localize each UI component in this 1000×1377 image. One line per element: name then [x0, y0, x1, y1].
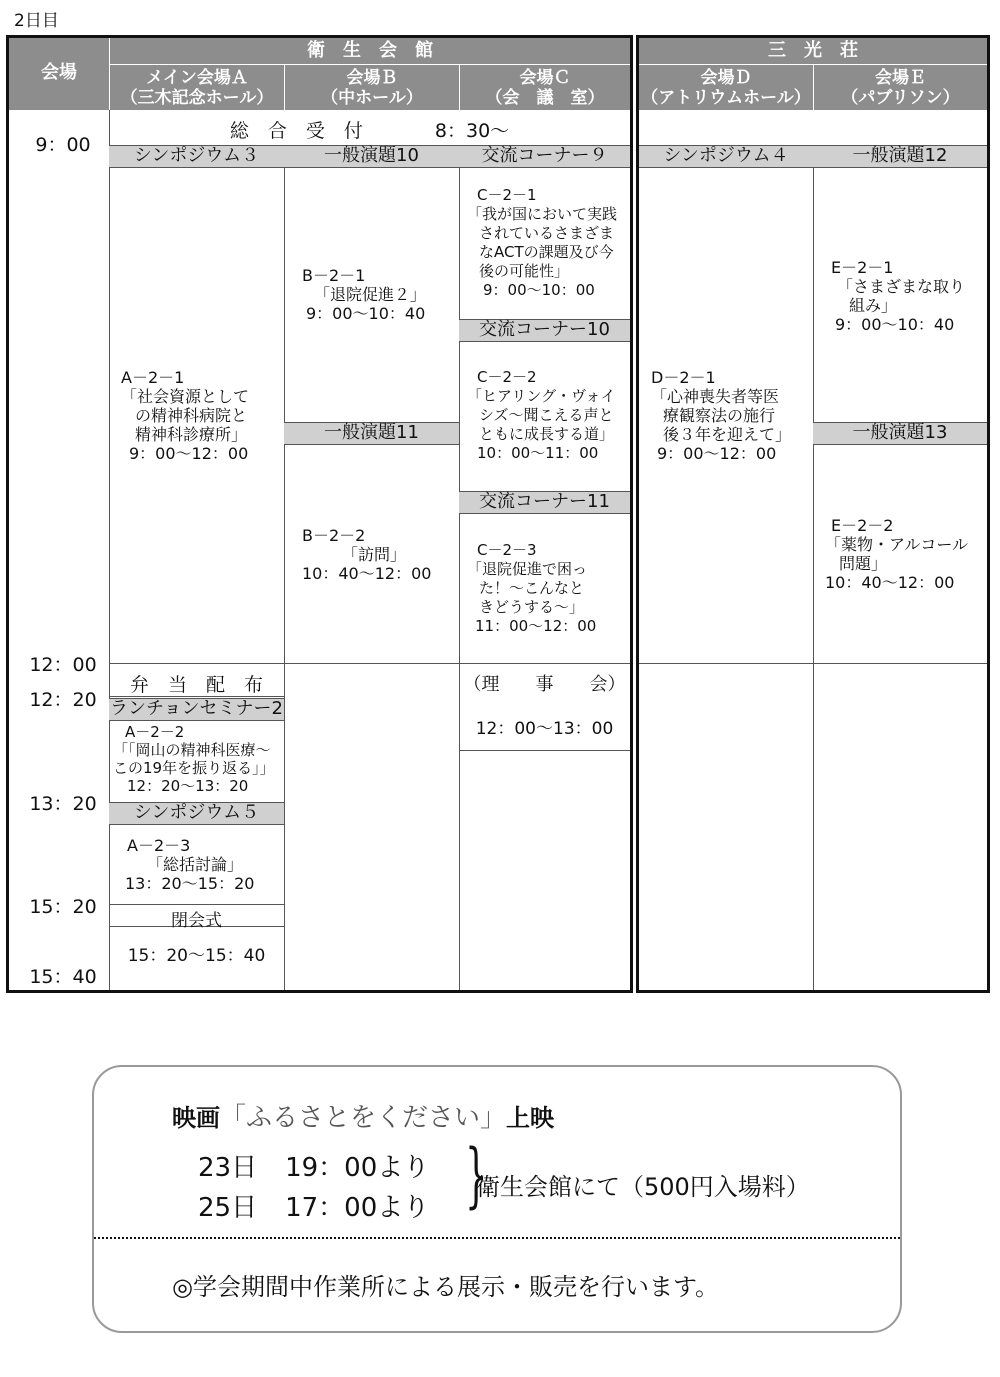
- room-b-band-general10: 一般演題10: [284, 145, 459, 168]
- room-a-closing: 閉会式: [171, 911, 222, 931]
- header-venue-label: 会場: [41, 62, 77, 83]
- room-c-band-exchange9: 交流コーナー９: [459, 145, 630, 168]
- room-a-closing-time: 15：20～15：40: [127, 946, 266, 966]
- registration-time: 8：30～: [434, 120, 510, 142]
- notice-divider: [94, 1237, 900, 1239]
- room-b-session-2: B－2－2 「訪問」 10：40～12：00: [302, 526, 432, 583]
- notice-box: [92, 1065, 902, 1333]
- day-label: 2日目: [14, 11, 59, 31]
- room-c-session-3: C－2－3 「退院促進で困っ た！～こんなと きどうする～」 11：00～12：00: [467, 541, 597, 635]
- header-room-e: 会場Ｅ （パブリソン）: [813, 65, 987, 110]
- screening-2: 25日 17：00より: [198, 1193, 430, 1223]
- exhibit-notice: ◎学会期間中作業所による展示・販売を行います。: [172, 1273, 720, 1301]
- room-e-band-general12: 一般演題12: [813, 145, 987, 168]
- header-room-c: 会場Ｃ （会 議 室）: [459, 65, 630, 110]
- header-building-sankoso: 三 光 荘: [639, 38, 987, 65]
- room-c-band-exchange10: 交流コーナー10: [459, 319, 630, 342]
- time-label-0900: 9：00: [35, 134, 91, 156]
- time-label-1520: 15：20: [29, 896, 97, 918]
- header-venue-cell: [9, 38, 109, 110]
- movie-title: 「ふるさとをください」: [220, 1103, 507, 1133]
- movie-suffix: 上映: [506, 1104, 555, 1132]
- screening-location: 衛生会館にて（500円入場料）: [476, 1173, 810, 1201]
- room-a-session-2: A－2－2 「「岡山の精神科医療～ この19年を振り返る」」 12：20～13：20: [113, 723, 275, 795]
- time-label-1540: 15：40: [29, 966, 97, 988]
- registration-label: 総 合 受 付: [229, 120, 363, 142]
- room-e-session-1: E－2－1 「さまざまな取り 組み」 9：00～10：40: [831, 258, 966, 334]
- screening-brace: }: [465, 1134, 488, 1216]
- room-a-band-symposium3: シンポジウム３: [109, 145, 284, 168]
- schedule-frame-sankoso: [636, 35, 990, 993]
- room-c-band-exchange11: 交流コーナー11: [459, 491, 630, 514]
- room-e-session-2: E－2－2 「薬物・アルコール 問題」 10：40～12：00: [825, 516, 969, 592]
- room-e-band-general13: 一般演題13: [813, 422, 987, 445]
- room-a-session-1: A－2－1 「社会資源として の精神科病院と 精神科診療所」 9：00～12：00: [121, 368, 250, 463]
- room-c-session-2: C－2－2 「ヒアリング・ヴォイ シズ～聞こえる声と ともに成長する道」 10：00～11：00: [467, 368, 616, 462]
- header-room-a: メイン会場Ａ （三木記念ホール）: [109, 65, 284, 110]
- schedule-frame-eisei: [6, 35, 633, 993]
- header-room-b: 会場Ｂ （中ホール）: [284, 65, 459, 110]
- room-a-session-3: A－2－3 「総括討論」 13：20～15：20: [125, 836, 255, 893]
- time-label-1200: 12：00: [29, 654, 97, 676]
- movie-line: [172, 1097, 554, 1134]
- header-building-eisei: 衛 生 会 館: [109, 38, 630, 65]
- room-d-session-1: D－2－1 「心神喪失者等医 療観察法の施行 後３年を迎えて」 9：00～12：00: [651, 368, 792, 463]
- time-label-1220: 12：20: [29, 689, 97, 711]
- room-c-session-1: C－2－1 「我が国において実践 されているさまざま なACTの課題及び今 後の可能性」 9：00～10：00: [467, 186, 618, 299]
- time-label-1320: 13：20: [29, 793, 97, 815]
- room-a-band-luncheon: ランチョンセミナー2: [110, 698, 283, 719]
- movie-prefix: 映画: [172, 1104, 220, 1132]
- room-d-band-symposium4: シンポジウム４: [639, 145, 813, 168]
- room-a-bento: 弁 当 配 布: [129, 674, 263, 696]
- room-b-session-1: B－2－1 「退院促進２」 9：00～10：40: [302, 266, 427, 323]
- room-c-board-meeting: （理 事 会）: [463, 674, 626, 695]
- room-b-band-general11: 一般演題11: [284, 422, 459, 445]
- room-a-band-symposium5: シンポジウム５: [109, 802, 284, 825]
- header-room-d: 会場Ｄ （アトリウムホール）: [639, 65, 813, 110]
- registration-row: [109, 116, 630, 142]
- room-c-board-time: 12：00～13：00: [475, 719, 614, 739]
- screening-1: 23日 19：00より: [198, 1153, 430, 1183]
